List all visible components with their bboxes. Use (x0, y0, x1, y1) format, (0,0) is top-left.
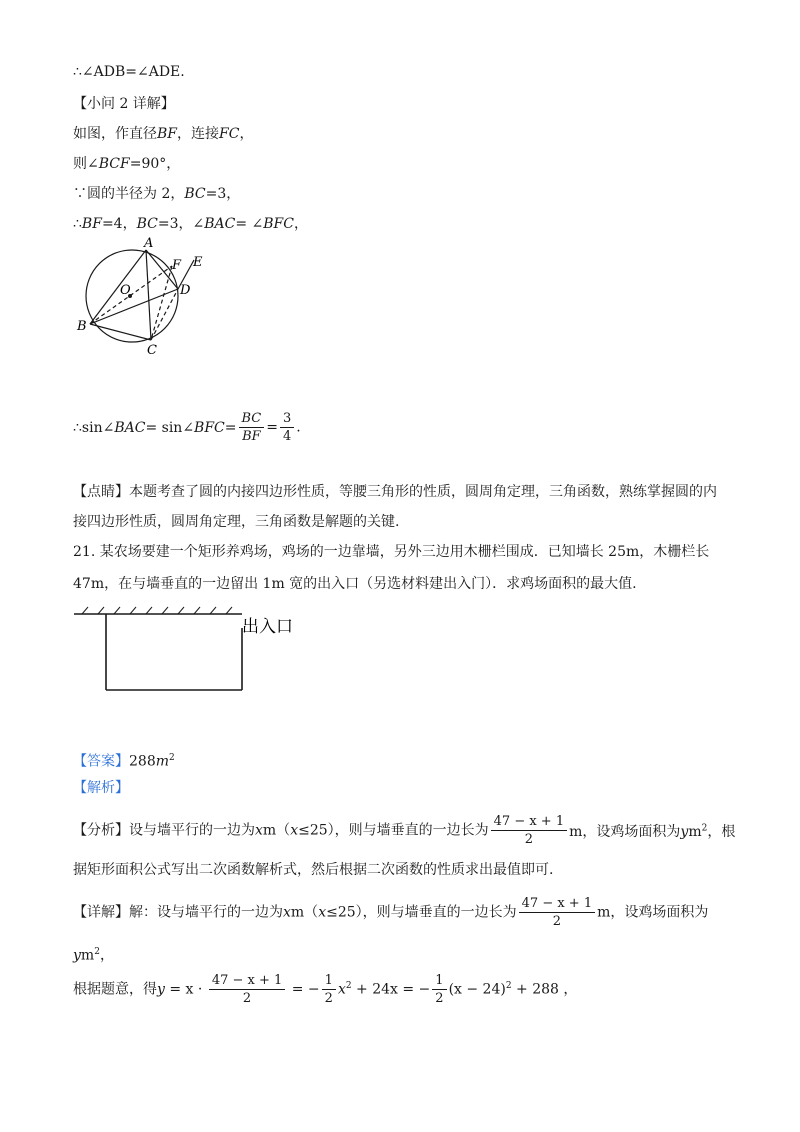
fraction-perpendicular-side: $\frac{47 - x + 1}{2}$ (491, 813, 567, 848)
line-bf-bc: ∴BF=4，BC=3，∠BAC= ∠BFC， (73, 216, 308, 232)
fraction-bc-bf: $\frac{BC}{BF}$ (239, 410, 265, 445)
analysis-line-1: 【分析】设与墙平行的一边为xm（x≤25），则与墙垂直的一边长为 $\frac{47 - x + 1}{2}$ m，设鸡场面积为$ym^2$，根 (73, 814, 736, 847)
detail-line-2: $ym^2$， (73, 947, 114, 964)
farm-figure (72, 604, 312, 696)
label-c: C (147, 343, 157, 358)
comment-line-1: 【点睛】本题考查了圆的内接四边形性质，等腰三角形的性质，圆周角定理，三角函数，熟练掌握圆的内 (73, 484, 717, 500)
analysis-line-2: 据矩形面积公式写出二次函数解析式，然后根据二次函数的性质求出最值即可. (73, 862, 554, 878)
fraction-perpendicular-side-2: $\frac{47 - x + 1}{2}$ (519, 895, 595, 930)
line-radius: ∵圆的半径为 2，BC=3， (73, 186, 241, 202)
circle-figure (72, 236, 222, 360)
analysis-heading: 【解析】 (73, 780, 129, 796)
line-construct-diameter: 如图，作直径BF，连接FC， (73, 126, 254, 142)
fraction-3-4: $\frac{3}{4}$ (280, 410, 294, 445)
detail-equation: 根据题意，得y = x · $\frac{47 - x + 1}{2}$ = − $\frac{1}{2}$ $x^2 + 24x$ = − $\frac{1}{2}$ $(x - 24)^2 + 288$ ， (73, 973, 578, 1006)
question-21-line-2: 47m，在与墙垂直的一边留出 1m 宽的出入口（另选材料建出入门）．求鸡场面积的最大值. (73, 576, 637, 592)
label-e: E (193, 255, 203, 270)
label-b: B (77, 319, 87, 334)
line-right-angle: 则∠BCF=90°， (73, 156, 181, 172)
label-f: F (172, 258, 182, 273)
entrance-label: 出入口 (242, 617, 293, 637)
label-d: D (180, 283, 191, 298)
answer-line: 【答案】$288m^2$ (73, 753, 175, 770)
line-sine: ∴sin∠BAC= sin∠BFC= $\frac{BC}{BF}$ = $\frac{3}{4}$ . (73, 411, 301, 444)
question-21-line-1: 21. 某农场要建一个矩形养鸡场，鸡场的一边靠墙，另外三边用木栅栏围成．已知墙长 25m，木栅栏长 (73, 544, 710, 560)
detail-line-1: 【详解】解：设与墙平行的一边为xm（x≤25），则与墙垂直的一边长为 $\frac{47 - x + 1}{2}$ m，设鸡场面积为 (73, 896, 709, 929)
comment-line-2: 接四边形性质，圆周角定理，三角函数是解题的关键. (73, 514, 400, 530)
label-o: O (120, 283, 131, 298)
subquestion-2-heading: 【小问 2 详解】 (73, 96, 175, 112)
label-a: A (144, 236, 154, 251)
line-conclusion: ∴∠ADB=∠ADE. (73, 64, 185, 80)
